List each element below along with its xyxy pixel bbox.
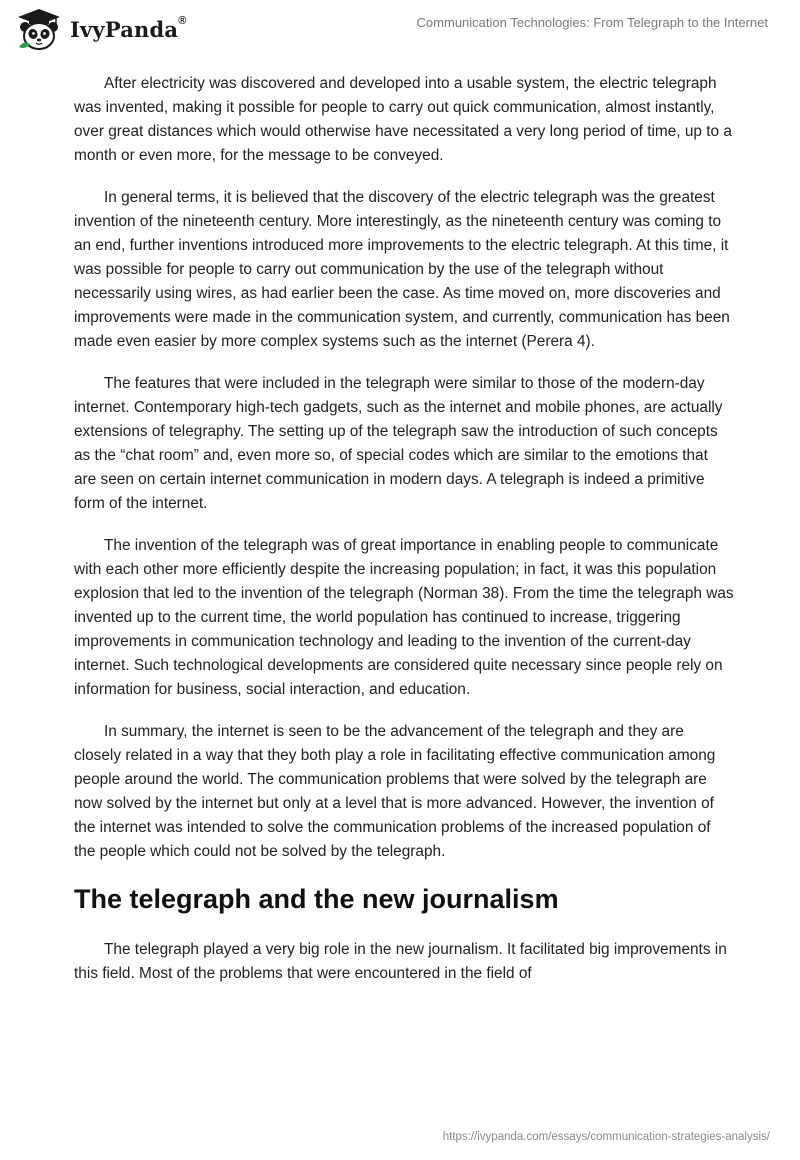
brand-name: IvyPanda® (70, 14, 187, 42)
ivypanda-logo[interactable] (16, 7, 187, 51)
body-paragraph: In summary, the internet is seen to be the advancement of the telegraph and they are closely related in a way that they both play a role in facilitating effective communication among people around the world. The communication problems that were solved by the telegraph are now solved by the internet but only at a level that is more advanced. However, the invention of the internet was intended to solve the communication problems of the increased population of the people which could not be solved by the telegraph. (74, 723, 716, 860)
panda-graduate-icon (16, 7, 62, 51)
essay-content (74, 72, 734, 1004)
registered-mark: ® (178, 14, 187, 27)
document-title: Communication Technologies: From Telegraph to the Internet (416, 15, 768, 30)
page-header (0, 0, 800, 60)
body-paragraph: The telegraph played a very big role in the new journalism. It facilitated big improvements in this field. Most of the problems that were encountered in the field of (74, 941, 727, 982)
body-paragraph: The invention of the telegraph was of great importance in enabling people to communicate with each other more efficiently despite the increasing population; in fact, it was this population explosion that led to the invention of the telegraph (Norman 38). From the time the telegraph was invented up to the current time, the world population has continued to increase, triggering improvements in communication technology and leading to the invention of the current-day internet. Such technological developments are considered quite necessary since people rely on information for business, social interaction, and education. (74, 537, 734, 698)
body-paragraph: The features that were included in the telegraph were similar to those of the modern-day internet. Contemporary high-tech gadgets, such as the internet and mobile phones, are actually extensions of telegraphy. The setting up of the telegraph saw the introduction of such concepts as the “chat room” and, even more so, of special codes which are similar to the emotions that are seen on certain internet communication in modern days. A telegraph is indeed a primitive form of the internet. (74, 375, 723, 512)
section-heading: The telegraph and the new journalism (74, 884, 559, 914)
body-paragraph: In general terms, it is believed that the discovery of the electric telegraph was the greatest invention of the nineteenth century. More interestingly, as the nineteenth century was coming to an end, further inventions introduced more improvements to the electric telegraph. At this time, it was possible for people to carry out communication by the use of the telegraph without necessarily using wires, as had earlier been the case. As time moved on, more discoveries and improvements were made in the communication system, and currently, communication has been made even easier by more complex systems such as the internet (Perera 4). (74, 189, 730, 350)
body-paragraph: After electricity was discovered and developed into a usable system, the electric telegraph was invented, making it possible for people to carry out quick communication, almost instantly, over great distances which would otherwise have necessitated a very long period of time, up to a month or even more, for the message to be conveyed. (74, 75, 732, 164)
source-url[interactable]: https://ivypanda.com/essays/communication-strategies-analysis/ (442, 1131, 770, 1143)
